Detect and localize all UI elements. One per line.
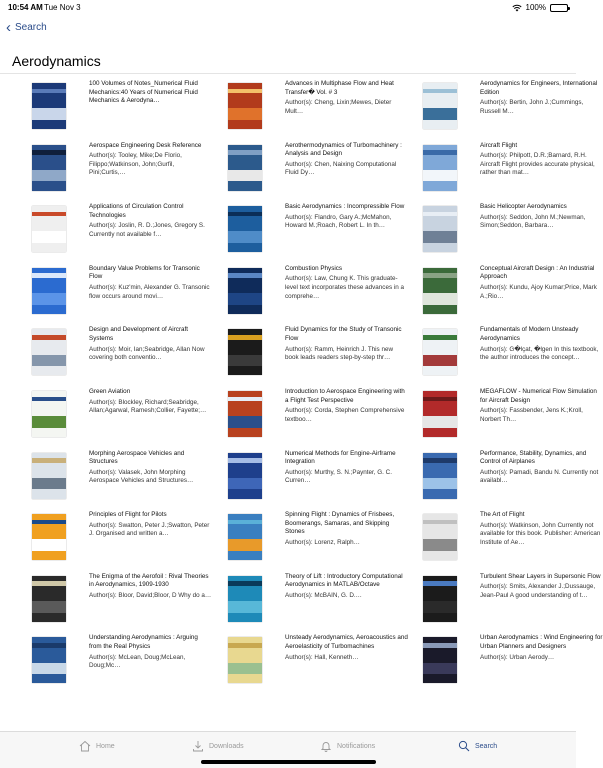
book-title: Aerothermodynamics of Turbomachinery : Analysis and Design	[285, 141, 402, 158]
book-title: 100 Volumes of Notes_Numerical Fluid Mechanics:40 Years of Numerical Fluid Mechanics & Aerodyna…	[89, 80, 198, 105]
book-authors: Author(s): Fassbender, Jens K.;Kroll, Norbert Th…	[480, 407, 583, 423]
book-authors: Author(s): Watkinson, John Currently not available for this book. Publisher: American Institute of Ae…	[480, 521, 601, 546]
tab-label: Search	[475, 742, 498, 750]
book-title: Conceptual Aircraft Design : An Industrial Approach	[480, 264, 595, 281]
bell-icon	[320, 740, 332, 752]
book-info	[285, 388, 408, 444]
book-authors: Author(s): Urban Aerody…	[480, 653, 555, 661]
book-authors: Author(s): Joslin, R. D.;Jones, Gregory S. Currently not available f…	[89, 222, 205, 238]
book-title: Combustion Physics	[285, 264, 343, 272]
book-item[interactable]	[228, 265, 408, 321]
book-item[interactable]	[32, 388, 212, 444]
status-bar	[0, 0, 576, 16]
book-title: Urban Aerodynamics : Wind Engineering for Urban Planners and Designers	[480, 634, 603, 650]
book-title: Numerical Methods for Engine-Airframe Integration	[285, 449, 396, 466]
book-cover[interactable]	[32, 268, 66, 314]
book-info	[89, 573, 212, 629]
book-title: Understanding Aerodynamics : Arguing from the Real Physics	[89, 634, 198, 650]
book-authors: Author(s): Tooley, Mike;De Florio, Filippo;Watkinson, John;Gurfil, Pini;Curtis,…	[89, 152, 182, 177]
book-cover[interactable]	[423, 145, 457, 191]
book-item[interactable]	[423, 142, 603, 198]
book-item[interactable]	[32, 634, 212, 690]
book-title: The Art of Flight	[480, 511, 525, 519]
book-cover[interactable]	[228, 145, 262, 191]
book-info	[89, 203, 212, 259]
book-authors: Author(s): G�lçat, �lgen In this textbook, the author introduces the concept…	[480, 345, 599, 362]
book-cover[interactable]	[423, 268, 457, 314]
book-cover[interactable]	[423, 576, 457, 622]
book-info	[285, 634, 408, 690]
book-info	[480, 142, 603, 198]
book-authors: Author(s): Seddon, John M.;Newman, Simon;Seddon, Barbara…	[480, 213, 586, 230]
book-item[interactable]	[228, 573, 408, 629]
book-title: Principles of Flight for Pilots	[89, 511, 167, 519]
download-icon	[192, 740, 204, 752]
book-authors: Author(s): Valasek, John Morphing Aerospace Vehicles and Structures…	[89, 468, 194, 485]
book-item[interactable]	[423, 80, 603, 136]
book-authors: Author(s): McLean, Doug;McLean, Doug;Mc…	[89, 653, 186, 670]
book-cover[interactable]	[32, 83, 66, 129]
book-cover[interactable]	[228, 576, 262, 622]
book-cover[interactable]	[423, 514, 457, 560]
book-title: MEGAFLOW - Numerical Flow Simulation for Aircraft Design	[480, 388, 597, 404]
tab-home[interactable]	[79, 740, 115, 752]
status-right	[512, 3, 568, 12]
book-cover[interactable]	[32, 514, 66, 560]
chevron-left-icon: ‹	[6, 19, 11, 36]
book-authors: Author(s): Pamadi, Bandu N. Currently not availabl…	[480, 468, 599, 485]
book-authors: Author(s): Blockley, Richard;Seabridge, Allan;Agarwal, Ramesh;Collier, Fayette;…	[89, 398, 207, 415]
book-info	[89, 142, 212, 198]
book-info	[480, 388, 603, 444]
book-title: Performance, Stability, Dynamics, and Control of Airplanes	[480, 449, 587, 466]
book-info	[89, 388, 212, 444]
book-info	[480, 634, 603, 690]
book-info	[480, 265, 603, 321]
book-authors: Author(s): Murthy, S. N.;Paynter, G. C. Curren…	[285, 468, 392, 485]
book-authors: Author(s): Philpott, D.R.;Barnard, R.H. Aircraft Flight provides accurate physical, rather than mat…	[480, 152, 595, 177]
back-button[interactable]	[6, 20, 47, 35]
book-authors: Author(s): Kuz'min, Alexander G. Transonic flow occurs around movi…	[89, 283, 210, 300]
book-cover[interactable]	[228, 514, 262, 560]
book-cover[interactable]	[423, 391, 457, 437]
book-title: Fluid Dynamics for the Study of Transonic Flow	[285, 326, 402, 342]
search-icon	[458, 740, 470, 752]
book-authors: Author(s): Flandro, Gary A.;McMahon, Howard M.;Roach, Robert L. In th…	[285, 213, 392, 230]
book-info	[285, 142, 408, 198]
book-cover[interactable]	[423, 206, 457, 252]
book-info	[285, 80, 408, 136]
book-title: Basic Helicopter Aerodynamics	[480, 203, 567, 211]
book-title: Turbulent Shear Layers in Supersonic Flow	[480, 572, 601, 580]
book-cover[interactable]	[228, 329, 262, 375]
book-title: Aircraft Flight	[480, 141, 518, 149]
book-item[interactable]	[423, 511, 603, 567]
book-info	[89, 326, 212, 382]
book-item[interactable]	[32, 142, 212, 198]
book-item[interactable]	[423, 634, 603, 690]
book-info	[89, 634, 212, 690]
book-title: Applications of Circulation Control Technologies	[89, 203, 184, 219]
book-item[interactable]	[228, 511, 408, 567]
book-cover[interactable]	[423, 329, 457, 375]
book-item[interactable]	[228, 142, 408, 198]
tab-label: Notifications	[337, 742, 376, 750]
tab-search[interactable]	[458, 740, 497, 752]
book-item[interactable]	[228, 80, 408, 136]
book-authors: Author(s): McBAIN, G. D.…	[285, 591, 362, 599]
book-cover[interactable]	[228, 83, 262, 129]
book-info	[285, 265, 408, 321]
book-authors: Author(s): Lorenz, Ralph…	[285, 538, 360, 546]
book-info	[89, 511, 212, 567]
book-title: Introduction to Aerospace Engineering with a Flight Test Perspective	[285, 388, 405, 404]
book-title: Theory of Lift : Introductory Computational Aerodynamics in MATLAB/Octave	[285, 572, 403, 589]
book-cover[interactable]	[228, 453, 262, 499]
book-info	[89, 265, 212, 321]
book-cover[interactable]	[228, 391, 262, 437]
page-title: Aerodynamics	[12, 53, 101, 69]
book-title: Morphing Aerospace Vehicles and Structures	[89, 449, 185, 466]
book-authors: Author(s): Kundu, Ajoy Kumar;Price, Mark A.;Rio…	[480, 283, 597, 300]
battery-percent: 100%	[525, 3, 546, 12]
book-cover[interactable]	[32, 576, 66, 622]
book-item[interactable]	[228, 326, 408, 382]
battery-icon	[550, 4, 568, 12]
book-authors: Author(s): Ramm, Heinrich J. This new book leads readers step-by-step thr…	[285, 345, 394, 362]
book-cover[interactable]	[228, 268, 262, 314]
book-cover[interactable]	[32, 145, 66, 191]
book-info	[480, 511, 603, 567]
book-item[interactable]	[228, 634, 408, 690]
tab-downloads[interactable]	[192, 740, 244, 752]
book-title: Basic Aerodynamics : Incompressible Flow	[285, 203, 405, 211]
book-cover[interactable]	[423, 83, 457, 129]
book-info	[285, 573, 408, 629]
book-item[interactable]	[228, 450, 408, 506]
book-item[interactable]	[32, 80, 212, 136]
status-date: Tue Nov 3	[44, 3, 81, 12]
book-authors: Author(s): Corda, Stephen Comprehensive textboo…	[285, 407, 405, 423]
book-item[interactable]	[32, 573, 212, 629]
book-info	[480, 203, 603, 259]
book-title: Green Aviation	[89, 388, 131, 395]
tab-label: Home	[96, 742, 115, 750]
book-cover[interactable]	[423, 453, 457, 499]
book-item[interactable]	[423, 326, 603, 382]
book-info	[480, 326, 603, 382]
book-cover[interactable]	[228, 637, 262, 683]
status-time: 10:54 AM	[8, 3, 43, 12]
book-authors: Author(s): Bertin, John J.;Cummings, Russell M…	[480, 99, 584, 115]
tab-notifications[interactable]	[320, 740, 375, 752]
book-title: Design and Development of Aircraft Systems	[89, 326, 189, 342]
book-info	[285, 450, 408, 506]
book-authors: Author(s): Law, Chung K. This graduate-level text incorporates these advances in a comprehe…	[285, 275, 405, 300]
book-info	[480, 450, 603, 506]
book-title: Advances in Multiphase Flow and Heat Transfer� Vol. # 3	[285, 80, 394, 96]
home-icon	[79, 740, 91, 752]
book-item[interactable]	[228, 203, 408, 259]
book-cover[interactable]	[32, 453, 66, 499]
book-cover[interactable]	[32, 391, 66, 437]
book-cover[interactable]	[32, 637, 66, 683]
book-item[interactable]	[423, 573, 603, 629]
book-item[interactable]	[423, 450, 603, 506]
book-authors: Author(s): Chen, Naixing Computational Fluid Dy…	[285, 160, 397, 177]
book-title: Spinning Flight : Dynamics of Frisbees, Boomerangs, Samaras, and Skipping Stones	[285, 511, 395, 536]
book-item[interactable]	[32, 326, 212, 382]
book-info	[285, 203, 408, 259]
book-cover[interactable]	[32, 206, 66, 252]
tab-label: Downloads	[209, 742, 244, 750]
book-authors: Author(s): Moir, Ian;Seabridge, Allan Now covering both conventio…	[89, 345, 205, 362]
home-indicator	[201, 760, 376, 764]
book-info	[480, 80, 603, 136]
book-title: The Enigma of the Aerofoil : Rival Theories in Aerodynamics, 1909-1930	[89, 572, 209, 589]
book-item[interactable]	[32, 511, 212, 567]
book-title: Unsteady Aerodynamics, Aeroacoustics and Aeroelasticity of Turbomachines	[285, 634, 408, 650]
book-authors: Author(s): Bloor, David;Bloor, D Why do a…	[89, 591, 212, 599]
book-title: Boundary Value Problems for Transonic Flow	[89, 264, 200, 281]
book-item[interactable]	[423, 203, 603, 259]
wifi-icon	[512, 4, 522, 12]
book-item[interactable]	[32, 265, 212, 321]
book-info	[480, 573, 603, 629]
book-title: Aerodynamics for Engineers, International Edition	[480, 80, 598, 96]
divider	[0, 73, 576, 74]
book-authors: Author(s): Swatton, Peter J.;Swatton, Peter J. Organised and written a…	[89, 521, 210, 538]
book-item[interactable]	[423, 265, 603, 321]
book-item[interactable]	[32, 450, 212, 506]
book-authors: Author(s): Smits, Alexander J.;Dussauge, Jean-Paul A good understanding of t…	[480, 583, 596, 599]
book-authors: Author(s): Hall, Kenneth…	[285, 653, 359, 661]
book-item[interactable]	[32, 203, 212, 259]
book-item[interactable]	[228, 388, 408, 444]
nav-bar	[0, 18, 576, 42]
book-cover[interactable]	[228, 206, 262, 252]
book-info	[285, 511, 408, 567]
back-label: Search	[15, 22, 47, 33]
book-info	[89, 450, 212, 506]
book-title: Fundamentals of Modern Unsteady Aerodynamics	[480, 326, 579, 342]
book-title: Aerospace Engineering Desk Reference	[89, 141, 202, 149]
book-cover[interactable]	[423, 637, 457, 683]
book-info	[285, 326, 408, 382]
book-item[interactable]	[423, 388, 603, 444]
book-info	[89, 80, 212, 136]
book-cover[interactable]	[32, 329, 66, 375]
book-authors: Author(s): Cheng, Lixin;Mewes, Dieter Mult…	[285, 99, 392, 115]
